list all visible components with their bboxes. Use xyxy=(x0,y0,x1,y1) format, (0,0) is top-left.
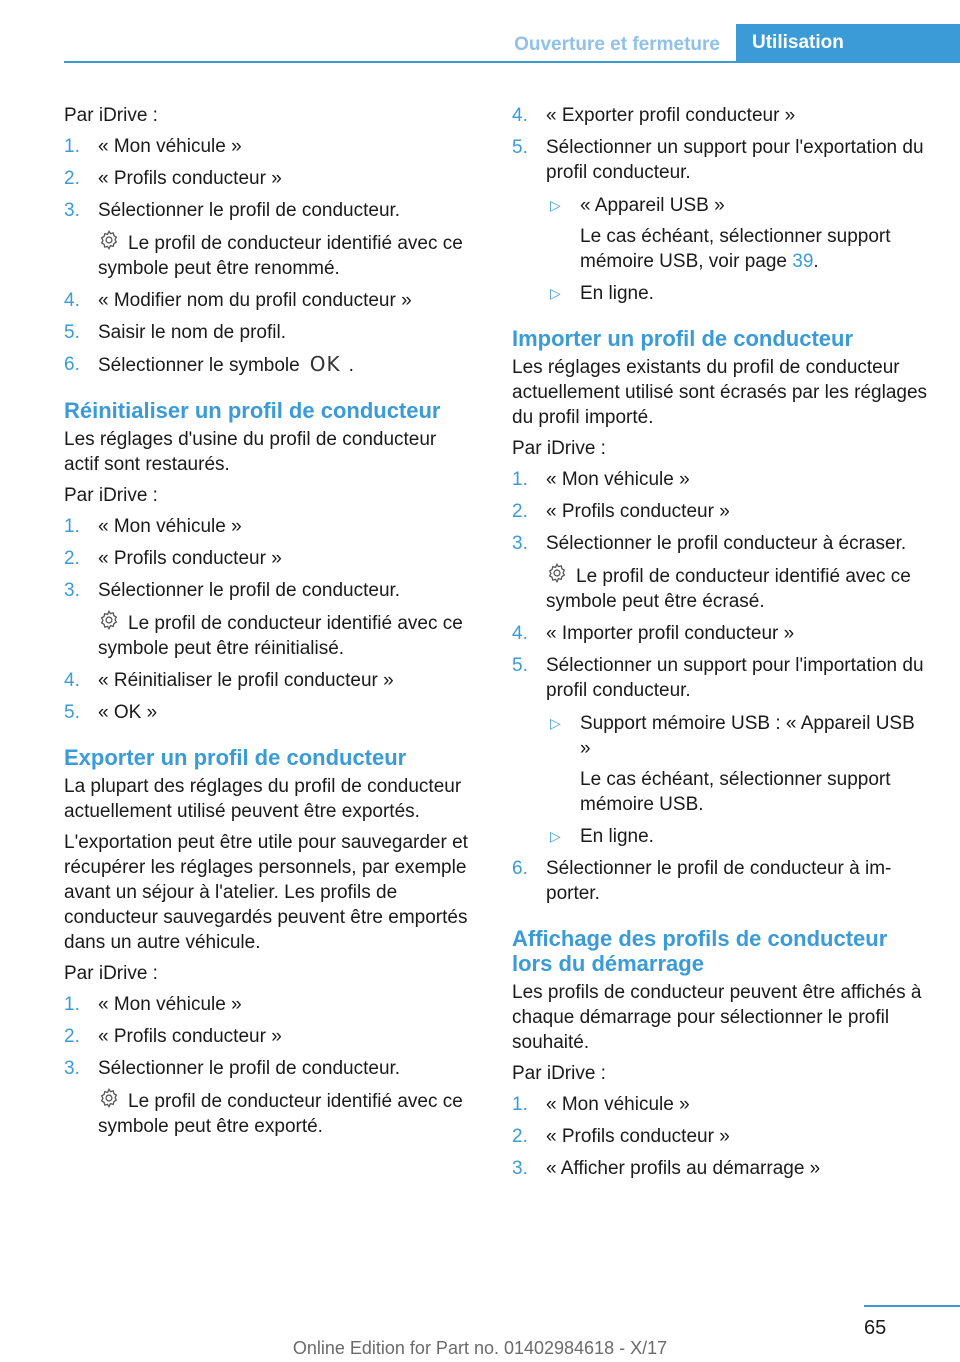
triangle-bullet-icon: ▷ xyxy=(550,197,561,213)
triangle-bullet-icon: ▷ xyxy=(550,285,561,301)
list-item: 1. « Mon véhicule » xyxy=(64,994,242,1015)
export-intro: Par iDrive : xyxy=(64,963,158,984)
list-item: 5. « OK » xyxy=(64,702,158,723)
gear-icon xyxy=(98,229,120,251)
step-note: Le profil de conducteur identifié avec ce symbole peut être écrasé. xyxy=(546,562,928,614)
display-steps xyxy=(512,1092,928,1181)
list-item: 4. « Importer profil conducteur » xyxy=(512,623,795,644)
list-item: 2. « Profils conducteur » xyxy=(512,501,730,522)
edition-footer: Online Edition for Part no. 01402984618 - X/17 xyxy=(292,1338,668,1358)
list-item: 1. « Mon véhicule » xyxy=(64,516,242,537)
list-item: 1. « Mon véhicule » xyxy=(512,469,690,490)
reset-steps xyxy=(64,514,472,725)
list-item: 6. Sélectionner le profil de conducteur à importer. xyxy=(512,858,892,904)
rename-steps xyxy=(64,134,472,378)
step-note: Le profil de conducteur identifié avec ce symbole peut être réinitialisé. xyxy=(98,609,472,661)
sub-list-item: ▷ « Appareil USB » Le cas échéant, sélectionner support mémoire USB, voir page 39. xyxy=(546,193,928,274)
heading-display: Affichage des profils de conducteur lors du démarrage xyxy=(512,926,888,976)
gear-icon xyxy=(98,609,120,631)
display-text: Les profils de conducteur peuvent être affichés à chaque démarrage pour sélectionner le profil souhaité. xyxy=(512,982,922,1053)
list-item: 2. « Profils conducteur » xyxy=(64,168,282,189)
right-column xyxy=(512,103,928,1189)
export-text-2: L'exportation peut être utile pour sauvegarder et récupérer les réglages personnels, par exemple avant un séjour à l'atelier. Les profils de conducteur sauvegardés peuvent être emportés dans un autre véhicule. xyxy=(64,832,468,953)
list-item: 4. « Modifier nom du profil conducteur » xyxy=(64,290,412,311)
triangle-bullet-icon: ▷ xyxy=(550,715,561,731)
section-tab-ouverture[interactable]: Ouverture et fermeture xyxy=(514,34,720,55)
export-media-options xyxy=(546,193,928,306)
export-steps xyxy=(64,992,472,1139)
sub-list-item: ▷ En ligne. xyxy=(550,826,654,847)
reset-intro: Par iDrive : xyxy=(64,485,158,506)
display-intro: Par iDrive : xyxy=(512,1063,606,1084)
page-link[interactable]: 39 xyxy=(792,251,814,272)
import-text: Les réglages existants du profil de conducteur actuellement utilisé sont écrasés par les réglages du profil importé. xyxy=(512,357,928,428)
header-rule xyxy=(64,61,960,63)
sub-note: Le cas échéant, sélectionner support mémoire USB, voir page 39. xyxy=(580,226,891,272)
list-item: 3. Sélectionner le profil de conducteur. Le profil de conducteur identifié avec ce symbole peut être réinitialisé. xyxy=(64,578,472,661)
page-number: 65 xyxy=(864,1317,887,1339)
list-item: 4. « Réinitialiser le profil conducteur » xyxy=(64,670,394,691)
reset-text: Les réglages d'usine du profil de conducteur actif sont restaurés. xyxy=(64,429,437,475)
sub-list-item: ▷ En ligne. xyxy=(550,283,654,304)
left-column xyxy=(64,103,472,1147)
triangle-bullet-icon: ▷ xyxy=(550,828,561,844)
list-item: 2. « Profils conducteur » xyxy=(64,548,282,569)
step-note: Le profil de conducteur identifié avec ce symbole peut être renommé. xyxy=(98,229,472,281)
list-item: 3. « Afficher profils au démarrage » xyxy=(512,1158,821,1179)
export-text-1: La plupart des réglages du profil de conducteur actuellement utilisé peuvent être exportés. xyxy=(64,776,462,822)
list-item: 5. Sélectionner un support pour l'exportation du profil conducteur. ▷ « Appareil USB » Le cas échéant, sélectionner support mémoire USB, voir page 39. ▷ En ligne. xyxy=(512,135,928,306)
list-item: 3. Sélectionner le profil conducteur à écraser. Le profil de conducteur identifié avec ce symbole peut être écrasé. xyxy=(512,531,928,614)
heading-import: Importer un profil de conducteur xyxy=(512,326,854,351)
sub-note: Le cas échéant, sélectionner support mémoire USB. xyxy=(580,769,891,815)
heading-reset: Réinitialiser un profil de conducteur xyxy=(64,398,441,423)
intro-text: Par iDrive : xyxy=(64,105,158,126)
import-steps xyxy=(512,467,928,906)
sub-list-item: ▷ Support mémoire USB : « Appareil USB » Le cas échéant, sélectionner support mémoire USB. xyxy=(546,711,928,817)
heading-export: Exporter un profil de conducteur xyxy=(64,745,407,770)
export-steps-continued xyxy=(512,103,928,306)
step-note: Le profil de conducteur identifié avec ce symbole peut être exporté. xyxy=(98,1087,472,1139)
list-item: 4. « Exporter profil conducteur » xyxy=(512,105,796,126)
list-item: 2. « Profils conducteur » xyxy=(64,1026,282,1047)
list-item: 5. Saisir le nom de profil. xyxy=(64,322,286,343)
list-item: 5. Sélectionner un support pour l'importation du profil conducteur. ▷ Support mémoire USB : « Appareil USB » Le cas échéant, sélectionner support mémoire USB. ▷ En ligne. xyxy=(512,653,928,849)
footer-rule xyxy=(864,1305,960,1307)
list-item: 2. « Profils conducteur » xyxy=(512,1126,730,1147)
ok-symbol-icon: OK xyxy=(309,352,341,376)
list-item: 1. « Mon véhicule » xyxy=(64,136,242,157)
gear-icon xyxy=(98,1087,120,1109)
import-intro: Par iDrive : xyxy=(512,438,606,459)
import-media-options xyxy=(546,711,928,849)
gear-icon xyxy=(546,562,568,584)
list-item: 3. Sélectionner le profil de conducteur. Le profil de conducteur identifié avec ce symbole peut être renommé. xyxy=(64,198,472,281)
list-item: 6. Sélectionner le symbole OK . xyxy=(64,352,354,376)
section-tab-utilisation[interactable]: Utilisation xyxy=(736,24,960,62)
list-item: 3. Sélectionner le profil de conducteur. Le profil de conducteur identifié avec ce symbole peut être exporté. xyxy=(64,1056,472,1139)
list-item: 1. « Mon véhicule » xyxy=(512,1094,690,1115)
